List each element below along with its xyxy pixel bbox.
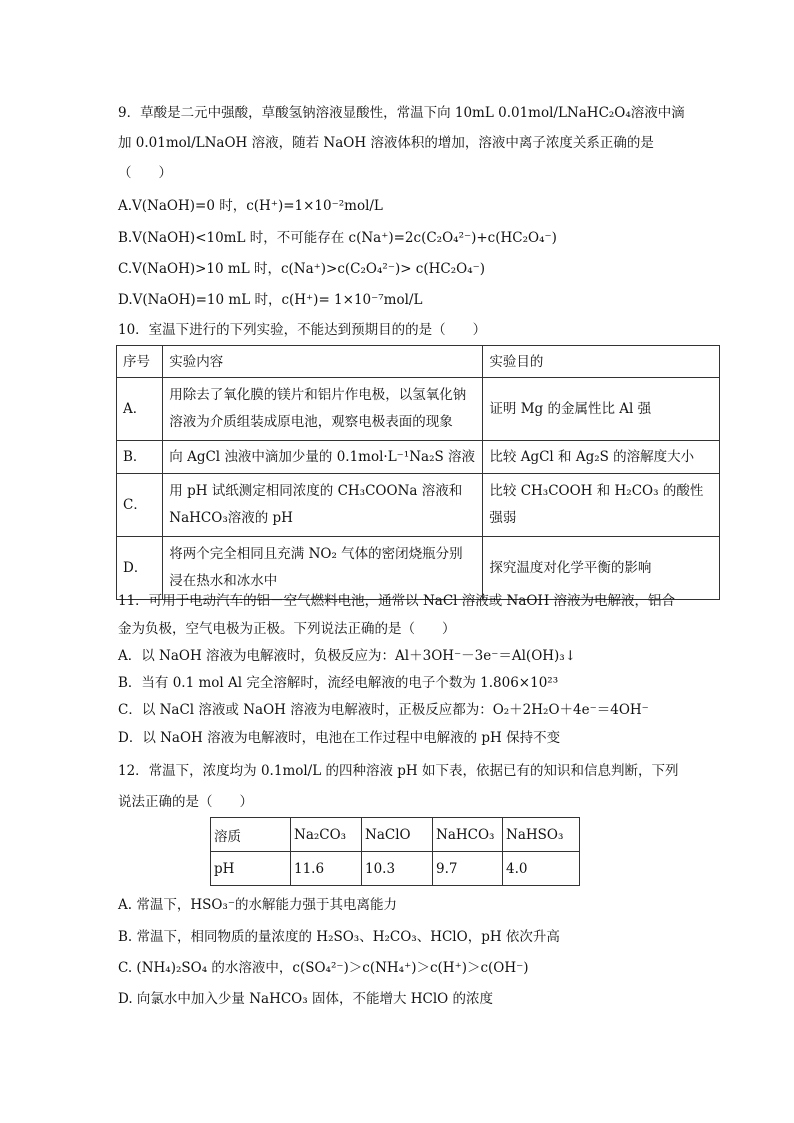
- row-no: A．: [117, 378, 163, 441]
- table-header-row: [117, 346, 720, 378]
- cell: NaHCO₃: [433, 818, 503, 852]
- q12-stem-line1: 12．常温下，浓度均为 0.1mol/L 的四种溶液 pH 如下表，依据已有的知识和信息判断，下列: [118, 763, 679, 779]
- row-goal: 探究温度对化学平衡的影响: [483, 537, 720, 600]
- row-content: 向 AgCl 浊液中滴加少量的 0.1mol·L⁻¹Na₂S 溶液: [163, 441, 483, 474]
- table-row: [211, 852, 580, 886]
- row-goal: 比较 AgCl 和 Ag₂S 的溶解度大小: [483, 441, 720, 474]
- q11-option-b: B．当有 0.1 mol Al 完全溶解时，流经电解液的电子个数为 1.806×10²³: [118, 675, 559, 691]
- row-content: [163, 474, 483, 537]
- q11-option-c: C．以 NaCl 溶液或 NaOH 溶液为电解液时，正极反应都为：O₂＋2H₂O＋4e⁻＝4OH⁻: [118, 702, 649, 718]
- q12-option-a: A. 常温下，HSO₃⁻的水解能力强于其电离能力: [118, 897, 397, 913]
- content-line: 浸在热水和冰水中: [169, 573, 278, 589]
- row-no: C．: [117, 474, 163, 537]
- cell: pH: [211, 852, 291, 886]
- content-line: 用 pH 试纸测定相同浓度的 CH₃COONa 溶液和: [169, 483, 463, 499]
- q11-stem-line2: 金为负极，空气电极为正极。下列说法正确的是（ ）: [118, 621, 456, 637]
- table-row: [117, 441, 720, 474]
- table-row: [211, 818, 580, 852]
- cell: 4.0: [503, 852, 580, 886]
- cell: 11.6: [291, 852, 362, 886]
- cell: 9.7: [433, 852, 503, 886]
- content-line: 用除去了氧化膜的镁片和铝片作电极，以氢氧化钠: [169, 387, 467, 403]
- q11-stem-line1: 11．可用于电动汽车的铝－空气燃料电池，通常以 NaCl 溶液或 NaOH 溶液为电解液，铝合: [118, 593, 676, 609]
- row-goal: 证明 Mg 的金属性比 Al 强: [483, 378, 720, 441]
- content-line: 将两个完全相同且充满 NO₂ 气体的密闭烧瓶分别: [169, 546, 463, 562]
- content-line: 溶液为介质组装成原电池，观察电极表面的现象: [169, 414, 453, 430]
- q9-option-a: A.V(NaOH)=0 时，c(H⁺)=1×10⁻²mol/L: [118, 198, 383, 214]
- q12-ph-table: [210, 817, 580, 886]
- q9-stem-line2: 加 0.01mol/LNaOH 溶液，随若 NaOH 溶液体积的增加，溶液中离子浓度关系正确的是: [118, 135, 654, 151]
- row-no: D．: [117, 537, 163, 600]
- content-line: NaHCO₃溶液的 pH: [169, 510, 293, 526]
- cell: NaClO: [362, 818, 433, 852]
- q9-option-b: B.V(NaOH)<10mL 时，不可能存在 c(Na⁺)=2c(C₂O₄²⁻)+c(HC₂O₄⁻): [118, 230, 557, 246]
- row-goal: 比较 CH₃COOH 和 H₂CO₃ 的酸性强弱: [483, 474, 720, 537]
- q12-option-b: B. 常温下，相同物质的量浓度的 H₂SO₃、H₂CO₃、HClO，pH 依次升高: [118, 929, 560, 945]
- q10-stem: 10．室温下进行的下列实验，不能达到预期目的的是（ ）: [118, 322, 487, 338]
- q12-stem-line2: 说法正确的是（ ）: [118, 794, 253, 810]
- cell: NaHSO₃: [503, 818, 580, 852]
- header-content: 实验内容: [163, 346, 483, 378]
- q10-experiment-table: [116, 345, 720, 600]
- q12-option-d: D. 向氯水中加入少量 NaHCO₃ 固体，不能增大 HClO 的浓度: [118, 991, 494, 1007]
- q9-stem-line1: 9．草酸是二元中强酸，草酸氢钠溶液显酸性，常温下向 10mL 0.01mol/LNaHC₂O₄溶液中滴: [118, 105, 685, 121]
- row-content: [163, 378, 483, 441]
- q9-option-d: D.V(NaOH)=10 mL 时，c(H⁺)= 1×10⁻⁷mol/L: [118, 292, 423, 308]
- q9-option-c: C.V(NaOH)>10 mL 时，c(Na⁺)>c(C₂O₄²⁻)> c(HC₂O₄⁻): [118, 261, 486, 277]
- header-no: 序号: [117, 346, 163, 378]
- table-row: [117, 537, 720, 600]
- table-row: [117, 378, 720, 441]
- cell: 10.3: [362, 852, 433, 886]
- q9-paren: （ ）: [118, 165, 172, 181]
- row-no: B．: [117, 441, 163, 474]
- q11-option-d: D．以 NaOH 溶液为电解液时，电池在工作过程中电解液的 pH 保持不变: [118, 730, 561, 746]
- q12-option-c: C. (NH₄)₂SO₄ 的水溶液中，c(SO₄²⁻)＞c(NH₄⁺)＞c(H⁺)＞c(OH⁻): [118, 960, 529, 976]
- cell: 溶质: [211, 818, 291, 852]
- table-row: [117, 474, 720, 537]
- q11-option-a: A．以 NaOH 溶液为电解液时，负极反应为：Al＋3OH⁻－3e⁻＝Al(OH)₃↓: [118, 648, 577, 664]
- cell: Na₂CO₃: [291, 818, 362, 852]
- row-content: [163, 537, 483, 600]
- header-goal: 实验目的: [483, 346, 720, 378]
